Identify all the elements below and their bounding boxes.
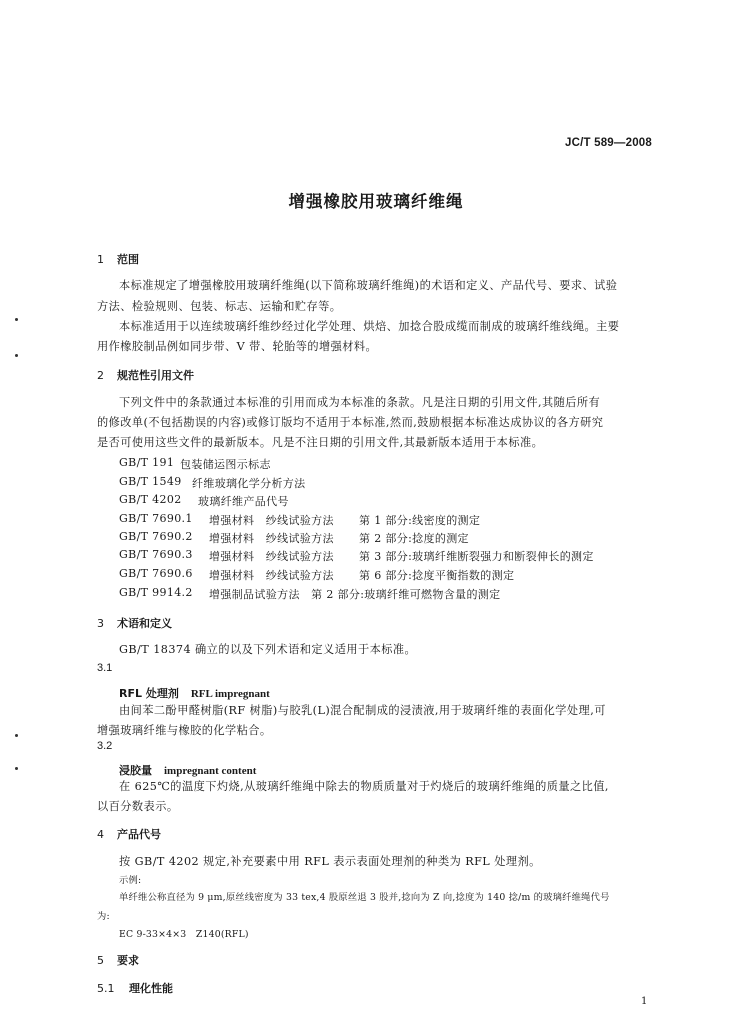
reference-part: 第 6 部分:捻度平衡指数的测定 [359,569,515,582]
normative-reference [119,548,659,568]
section-number: 1 [97,253,104,266]
section-number: 3 [97,617,104,630]
scan-speck [15,767,18,770]
example-line: 单纤维公称直径为 9 μm,原丝线密度为 33 tex,4 股原丝退 3 股并,捻向为 Z 向,捻度为 140 捻/m 的玻璃纤维绳代号 [119,892,610,903]
term-heading [119,759,256,778]
term-number: 3.2 [97,740,113,752]
paragraph-line: 由间苯二酚甲醛树脂(RF 树脂)与胶乳(L)混合配制成的浸渍液,用于玻璃纤维的表面化学处理,可 [119,704,606,717]
paragraph-line: 以百分数表示。 [97,800,179,813]
paragraph-line: 下列文件中的条款通过本标准的引用而成为本标准的条款。凡是注日期的引用文件,其随后所有 [119,396,601,409]
reference-title: 增强材料 纱线试验方法 [209,514,334,527]
paragraph-line: GB/T 18374 确立的以及下列术语和定义适用于本标准。 [119,643,417,656]
paragraph-line: 本标准规定了增强橡胶用玻璃纤维绳(以下简称玻璃纤维绳)的术语和定义、产品代号、要求、试验 [119,279,618,292]
section-number: 2 [97,369,104,382]
section-number: 5 [97,954,104,967]
reference-title: 增强制品试验方法 第 2 部分:玻璃纤维可燃物含量的测定 [209,588,501,601]
scan-speck [15,734,18,737]
reference-code: GB/T 4202 [119,493,182,506]
reference-code: GB/T 7690.6 [119,567,193,580]
section-title: 要求 [117,954,139,967]
subsection-heading [97,980,173,996]
reference-code: GB/T 9914.2 [119,586,193,599]
normative-reference [119,493,659,513]
standard-number: JC/T 589—2008 [565,137,652,149]
reference-code: GB/T 7690.1 [119,512,193,525]
scan-speck [15,354,18,357]
reference-title: 增强材料 纱线试验方法 [209,532,334,545]
paragraph-line: 方法、检验规则、包装、标志、运输和贮存等。 [97,300,342,313]
normative-reference [119,530,659,550]
example-label: 示例: [119,875,142,886]
term-number: 3.1 [97,662,113,674]
scan-speck [15,318,18,321]
term-chinese: 浸胶量 [119,764,152,777]
paragraph-line: 按 GB/T 4202 规定,补充要素中用 RFL 表示表面处理剂的种类为 RFL 处理剂。 [119,855,541,868]
example-code: EC 9-33×4×3 Z140(RFL) [119,929,249,940]
normative-reference [119,456,659,476]
normative-reference [119,512,659,532]
reference-code: GB/T 191 [119,456,175,469]
reference-part: 第 3 部分:玻璃纤维断裂强力和断裂伸长的测定 [359,550,594,563]
section-title: 范围 [117,253,139,266]
subsection-number: 5.1 [97,982,115,995]
section-4-heading [97,826,161,842]
example-line: 为: [97,911,110,922]
section-2-heading [97,367,194,383]
section-number: 4 [97,828,104,841]
subsection-title: 理化性能 [129,982,173,995]
section-title: 产品代号 [117,828,161,841]
reference-code: GB/T 7690.2 [119,530,193,543]
term-heading [119,682,270,701]
term-english: impregnant content [164,765,257,777]
normative-reference [119,567,659,587]
document-title: 增强橡胶用玻璃纤维绳 [288,192,464,211]
reference-title: 包装储运图示标志 [180,458,271,471]
section-1-heading [97,251,139,267]
page-number: 1 [641,996,648,1007]
section-3-heading [97,615,172,631]
reference-part: 第 2 部分:捻度的测定 [359,532,469,545]
paragraph-line: 用作橡胶制品例如同步带、V 带、轮胎等的增强材料。 [97,340,378,353]
normative-reference [119,586,659,606]
reference-title: 纤维玻璃化学分析方法 [192,477,306,490]
reference-code: GB/T 1549 [119,475,182,488]
reference-title: 增强材料 纱线试验方法 [209,550,334,563]
paragraph-line: 增强玻璃纤维与橡胶的化学粘合。 [97,724,272,737]
reference-code: GB/T 7690.3 [119,548,193,561]
paragraph-line: 在 625℃的温度下灼烧,从玻璃纤维绳中除去的物质质量对于灼烧后的玻璃纤维绳的质量之比值, [119,780,609,793]
section-title: 规范性引用文件 [117,369,194,382]
normative-reference [119,475,659,495]
section-5-heading [97,952,139,968]
term-chinese: RFL 处理剂 [119,687,179,700]
reference-part: 第 1 部分:线密度的测定 [359,514,481,527]
reference-title: 增强材料 纱线试验方法 [209,569,334,582]
term-english: RFL impregnant [190,688,270,700]
paragraph-line: 本标准适用于以连续玻璃纤维纱经过化学处理、烘焙、加捻合股成缆而制成的玻璃纤维线绳。主要 [119,320,620,333]
paragraph-line: 的修改单(不包括勘误的内容)或修订版均不适用于本标准,然而,鼓励根据本标准达成协议的各方研究 [97,416,604,429]
section-title: 术语和定义 [117,617,172,630]
reference-title: 玻璃纤维产品代号 [198,495,289,508]
paragraph-line: 是否可使用这些文件的最新版本。凡是不注日期的引用文件,其最新版本适用于本标准。 [97,436,544,449]
